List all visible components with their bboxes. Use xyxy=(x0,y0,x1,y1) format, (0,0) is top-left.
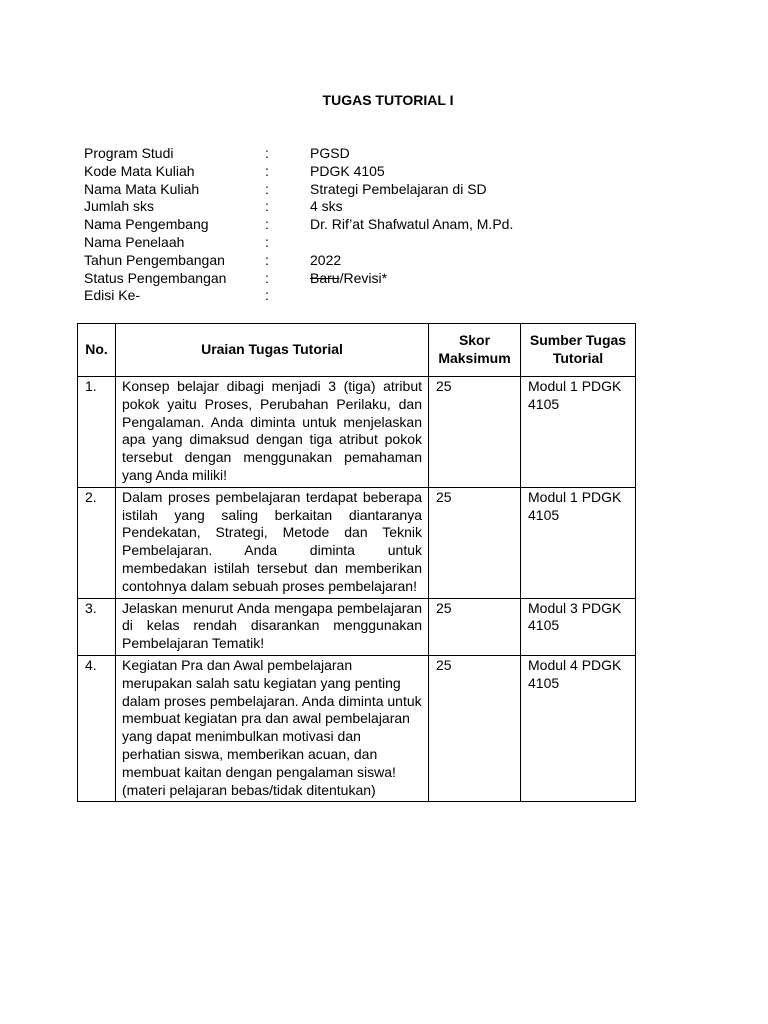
task-source: Modul 3 PDGK 4105 xyxy=(521,598,636,655)
course-info xyxy=(84,145,513,305)
info-colon: : xyxy=(265,180,269,197)
info-label: Status Pengembangan xyxy=(84,269,227,286)
row-number: 4. xyxy=(78,655,116,801)
info-row-status-pengembangan xyxy=(84,270,513,288)
info-row-nama-mata-kuliah xyxy=(84,181,513,199)
row-number: 2. xyxy=(78,487,116,598)
info-value: 4 sks xyxy=(310,198,343,215)
info-label: Nama Mata Kuliah xyxy=(84,180,200,197)
info-colon: : xyxy=(265,233,269,250)
task-table xyxy=(77,323,636,802)
info-row-kode-mata-kuliah xyxy=(84,163,513,181)
info-label: Nama Pengembang xyxy=(84,216,209,233)
info-colon: : xyxy=(265,287,269,304)
header-uraian: Uraian Tugas Tutorial xyxy=(116,324,429,377)
max-score: 25 xyxy=(429,655,521,801)
row-number: 3. xyxy=(78,598,116,655)
info-label: Edisi Ke- xyxy=(84,287,141,304)
info-value: Strategi Pembelajaran di SD xyxy=(310,180,487,197)
header-sumber: Sumber Tugas Tutorial xyxy=(521,324,636,377)
table-row xyxy=(78,598,636,655)
info-colon: : xyxy=(265,216,269,233)
table-header-row xyxy=(78,324,636,377)
table-row xyxy=(78,487,636,598)
info-row-nama-penelaah xyxy=(84,234,513,252)
task-source: Modul 1 PDGK 4105 xyxy=(521,377,636,488)
info-colon: : xyxy=(265,162,269,179)
info-colon: : xyxy=(265,269,269,286)
info-row-jumlah-sks xyxy=(84,198,513,216)
info-colon: : xyxy=(265,251,269,268)
header-no: No. xyxy=(78,324,116,377)
task-source: Modul 4 PDGK 4105 xyxy=(521,655,636,801)
info-value: 2022 xyxy=(310,251,342,268)
info-colon: : xyxy=(265,145,269,161)
info-value: PGSD xyxy=(310,145,350,161)
task-description: Konsep belajar dibagi menjadi 3 (tiga) atribut pokok yaitu Proses, Perubahan Perilaku, dan Pengalaman. Anda diminta untuk menjelaskan apa yang dimaksud dengan tiga atribut pokok tersebut dengan menggunakan pemahaman yang Anda miliki! xyxy=(116,377,429,488)
info-row-program-studi xyxy=(84,145,513,163)
task-description: Kegiatan Pra dan Awal pembelajaran merupakan salah satu kegiatan yang penting dalam proses pembelajaran. Anda diminta untuk membuat kegiatan pra dan awal pembelajaran yang dapat menimbulkan motivasi dan perhatian siswa, memberikan acuan, dan membuat kaitan dengan pengalaman siswa! (materi pelajaran bebas/tidak ditentukan) xyxy=(116,655,429,801)
document-title: TUGAS TUTORIAL I xyxy=(322,92,454,108)
max-score: 25 xyxy=(429,598,521,655)
info-label: Jumlah sks xyxy=(84,198,155,215)
status-text: /Revisi* xyxy=(339,269,388,286)
info-label: Kode Mata Kuliah xyxy=(84,162,195,179)
info-value: PDGK 4105 xyxy=(310,162,385,179)
task-source: Modul 1 PDGK 4105 xyxy=(521,487,636,598)
task-description: Dalam proses pembelajaran terdapat beberapa istilah yang saling berkaitan diantaranya Pendekatan, Strategi, Metode dan Teknik Pembelajaran. Anda diminta untuk membedakan istilah tersebut dan memberikan contohnya dalam sebuah proses pembelajaran! xyxy=(116,487,429,598)
max-score: 25 xyxy=(429,377,521,488)
info-label: Tahun Pengembangan xyxy=(84,251,225,268)
table-row xyxy=(78,377,636,488)
table-row xyxy=(78,655,636,801)
info-row-tahun-pengembangan xyxy=(84,252,513,270)
info-colon: : xyxy=(265,198,269,215)
info-label: Program Studi xyxy=(84,145,174,161)
task-description: Jelaskan menurut Anda mengapa pembelajaran di kelas rendah disarankan menggunakan Pembelajaran Tematik! xyxy=(116,598,429,655)
row-number: 1. xyxy=(78,377,116,488)
max-score: 25 xyxy=(429,487,521,598)
struck-status-text: Baru xyxy=(310,269,340,286)
info-row-nama-pengembang xyxy=(84,216,513,234)
info-row-edisi-ke xyxy=(84,287,513,305)
info-value: Dr. Rif’at Shafwatul Anam, M.Pd. xyxy=(310,216,514,233)
info-value xyxy=(310,270,387,288)
info-label: Nama Penelaah xyxy=(84,233,185,250)
header-skor: Skor Maksimum xyxy=(429,324,521,377)
